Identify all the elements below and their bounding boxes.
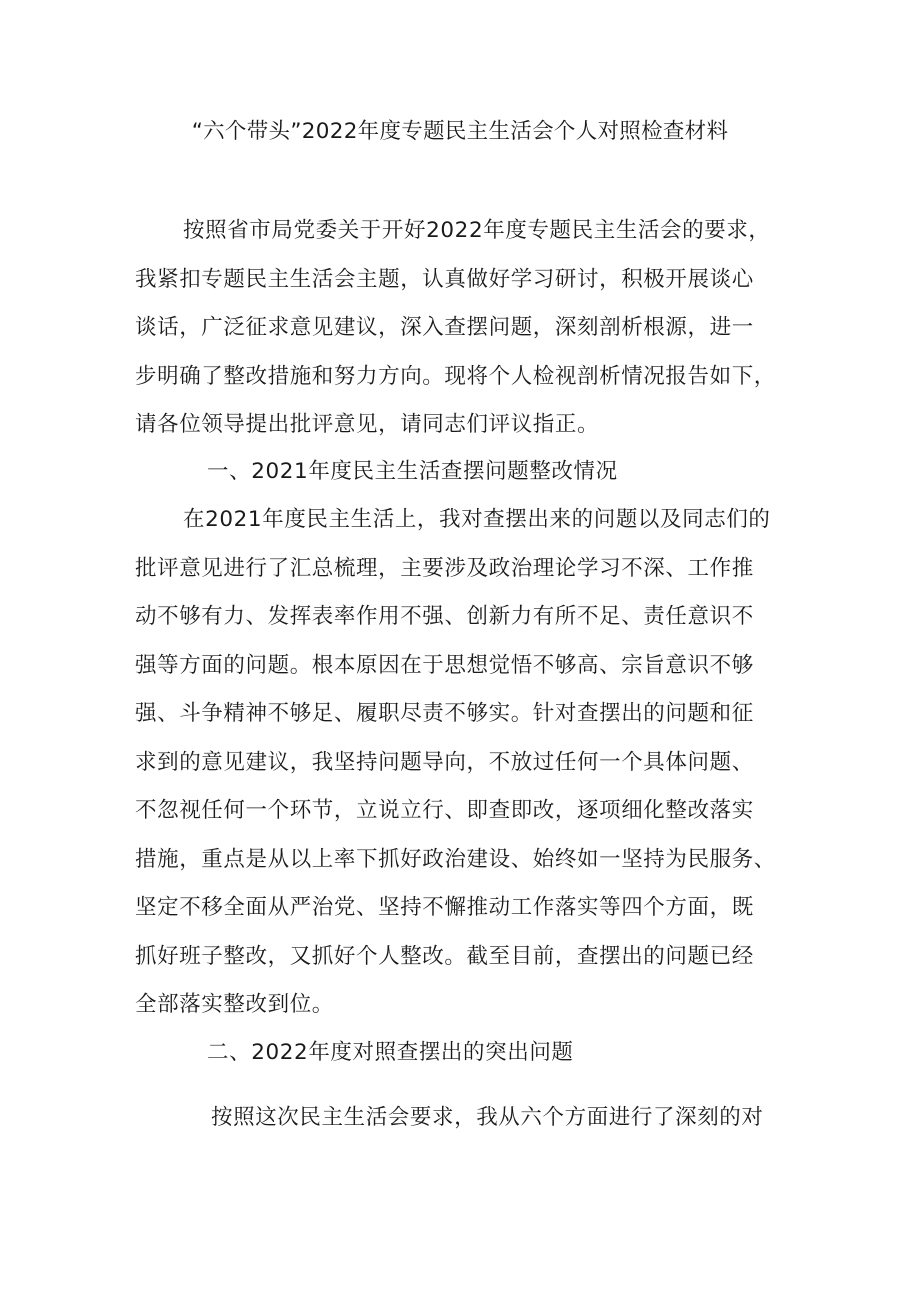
paragraph-line: 不忽视任何一个环节，立说立行、即查即改，逐项细化整改落实 — [135, 798, 754, 823]
paragraph-line: 全部落实整改到位。 — [135, 992, 334, 1017]
paragraph-line: 动不够有力、发挥表率作用不强、创新力有所不足、责任意识不 — [135, 604, 754, 629]
document-title: “六个带头”2022年度专题民主生活会个人对照检查材料 — [191, 119, 729, 144]
paragraph-line: 按照这次民主生活会要求，我从六个方面进行了深刻的对 — [211, 1105, 764, 1130]
paragraph-line: 坚定不移全面从严治党、坚持不懈推动工作落实等四个方面，既 — [135, 895, 754, 920]
paragraph-line: 求到的意见建议，我坚持问题导向，不放过任何一个具体问题、 — [135, 749, 754, 775]
section-heading-2: 二、2022年度对照查摆出的突出问题 — [207, 1040, 574, 1065]
paragraph-line: 抓好班子整改，又抓好个人整改。截至目前，查摆出的问题已经 — [135, 943, 754, 969]
section-heading-1: 一、2021年度民主生活查摆问题整改情况 — [207, 459, 618, 484]
paragraph-line: 强等方面的问题。根本原因在于思想觉悟不够高、宗旨意识不够 — [135, 652, 754, 678]
paragraph-line: 在2021年度民主生活上，我对查摆出来的问题以及同志们的 — [183, 507, 771, 532]
paragraph-line: 我紧扣专题民主生活会主题，认真做好学习研讨，积极开展谈心 — [135, 266, 754, 292]
paragraph-line: 谈话，广泛征求意见建议，深入查摆问题，深刻剖析根源，进一 — [135, 315, 754, 340]
paragraph-line: 按照省市局党委关于开好2022年度专题民主生活会的要求， — [183, 218, 771, 243]
paragraph-line: 措施，重点是从以上率下抓好政治建设、始终如一坚持为民服务、 — [135, 846, 776, 872]
paragraph-line: 步明确了整改措施和努力方向。现将个人检视剖析情况报告如下， — [135, 363, 776, 389]
paragraph-line: 请各位领导提出批评意见，请同志们评议指正。 — [135, 412, 600, 437]
section-2-paragraph — [211, 1094, 764, 1143]
intro-paragraph — [135, 207, 776, 450]
paragraph-line: 批评意见进行了汇总梳理，主要涉及政治理论学习不深、工作推 — [135, 555, 754, 581]
section-1-paragraph — [135, 496, 776, 1030]
paragraph-line: 强、斗争精神不够足、履职尽责不够实。针对查摆出的问题和征 — [135, 701, 754, 726]
